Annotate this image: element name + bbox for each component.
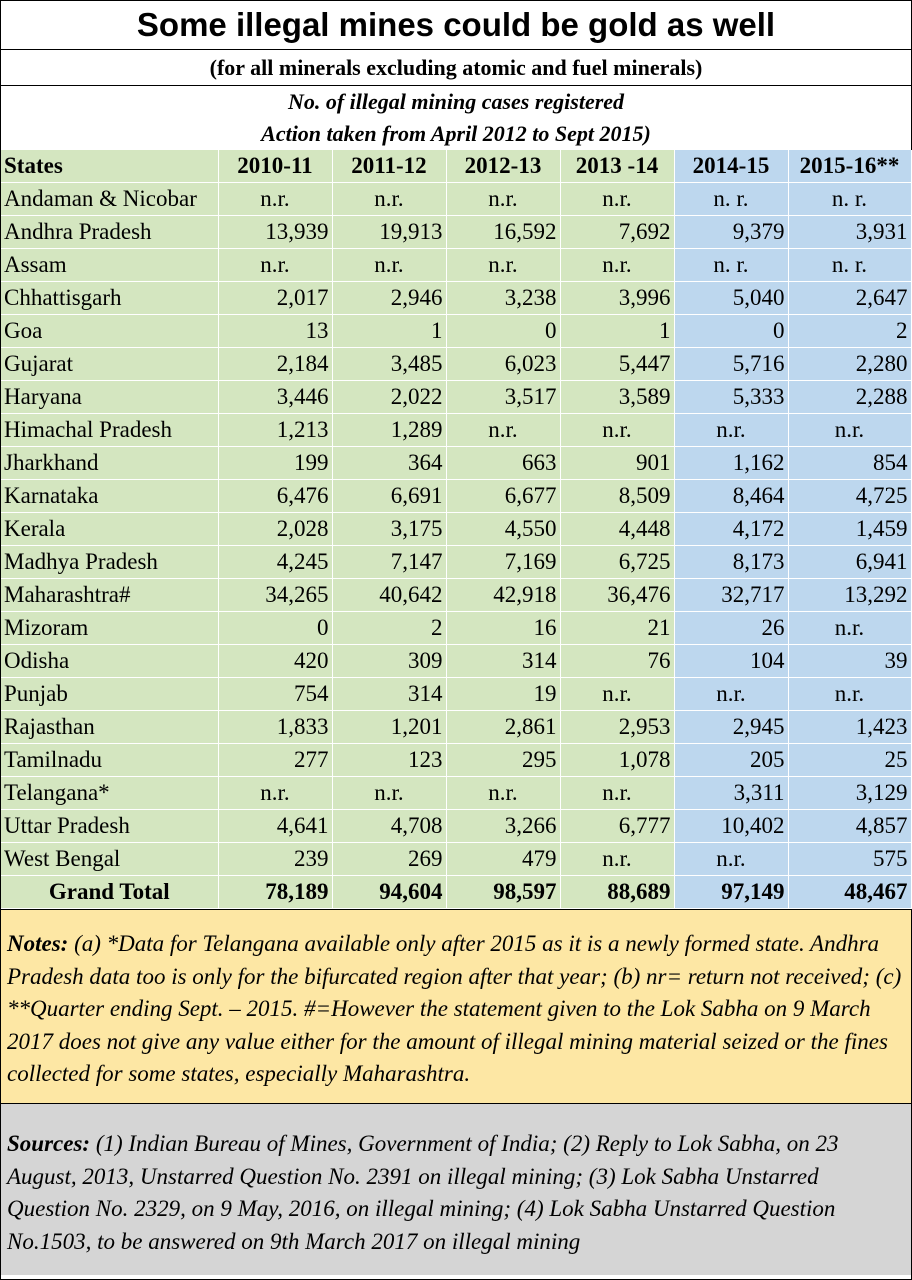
value-cell: 6,691: [332, 480, 446, 513]
value-cell: 3,446: [218, 381, 332, 414]
table-row: [1, 348, 911, 381]
value-cell: n. r.: [788, 183, 911, 216]
value-cell: 2014-15: [674, 150, 788, 183]
value-cell: 40,642: [332, 579, 446, 612]
value-cell: 3,589: [560, 381, 674, 414]
state-cell: Madhya Pradesh: [1, 546, 218, 579]
value-cell: 2,017: [218, 282, 332, 315]
value-cell: 6,777: [560, 810, 674, 843]
value-cell: 7,147: [332, 546, 446, 579]
value-cell: 2,028: [218, 513, 332, 546]
value-cell: 2015-16**: [788, 150, 911, 183]
value-cell: n.r.: [674, 678, 788, 711]
value-cell: n.r.: [560, 183, 674, 216]
value-cell: n.r.: [788, 678, 911, 711]
state-cell: Jharkhand: [1, 447, 218, 480]
value-cell: 16,592: [446, 216, 560, 249]
state-cell: States: [1, 150, 218, 183]
value-cell: 5,447: [560, 348, 674, 381]
table-row: [1, 579, 911, 612]
value-cell: n.r.: [560, 777, 674, 810]
value-cell: 2,184: [218, 348, 332, 381]
value-cell: n.r.: [560, 843, 674, 876]
table-row: [1, 645, 911, 678]
value-cell: 3,175: [332, 513, 446, 546]
value-cell: 2: [788, 315, 911, 348]
state-cell: West Bengal: [1, 843, 218, 876]
value-cell: 295: [446, 744, 560, 777]
value-cell: 4,245: [218, 546, 332, 579]
value-cell: 88,689: [560, 876, 674, 909]
value-cell: 10,402: [674, 810, 788, 843]
table-row: [1, 513, 911, 546]
value-cell: 854: [788, 447, 911, 480]
value-cell: n.r.: [332, 249, 446, 282]
value-cell: 2,953: [560, 711, 674, 744]
state-cell: Andaman & Nicobar: [1, 183, 218, 216]
value-cell: 76: [560, 645, 674, 678]
value-cell: 269: [332, 843, 446, 876]
value-cell: 4,448: [560, 513, 674, 546]
state-cell: Goa: [1, 315, 218, 348]
value-cell: 94,604: [332, 876, 446, 909]
table-row: [1, 843, 911, 876]
value-cell: 364: [332, 447, 446, 480]
value-cell: 4,708: [332, 810, 446, 843]
value-cell: 4,725: [788, 480, 911, 513]
table-row: [1, 282, 911, 315]
value-cell: 8,173: [674, 546, 788, 579]
value-cell: n.r.: [788, 414, 911, 447]
value-cell: 3,266: [446, 810, 560, 843]
table-row: [1, 315, 911, 348]
value-cell: n.r.: [332, 183, 446, 216]
value-cell: 48,467: [788, 876, 911, 909]
value-cell: 2,647: [788, 282, 911, 315]
value-cell: 1,423: [788, 711, 911, 744]
value-cell: 123: [332, 744, 446, 777]
value-cell: 901: [560, 447, 674, 480]
table-row: [1, 744, 911, 777]
state-cell: Maharashtra#: [1, 579, 218, 612]
table-caption-1: No. of illegal mining cases registered: [287, 89, 625, 114]
table-header-row: [1, 150, 911, 183]
value-cell: 3,129: [788, 777, 911, 810]
value-cell: 21: [560, 612, 674, 645]
value-cell: n.r.: [788, 612, 911, 645]
table-row: [1, 810, 911, 843]
state-cell: Punjab: [1, 678, 218, 711]
value-cell: 239: [218, 843, 332, 876]
value-cell: 2,022: [332, 381, 446, 414]
state-cell: Kerala: [1, 513, 218, 546]
illegal-mining-table: [1, 150, 912, 909]
sources-section: [1, 1103, 911, 1275]
value-cell: 2,945: [674, 711, 788, 744]
value-cell: 2,946: [332, 282, 446, 315]
value-cell: 4,857: [788, 810, 911, 843]
value-cell: n.r.: [218, 777, 332, 810]
value-cell: n. r.: [788, 249, 911, 282]
state-cell: Haryana: [1, 381, 218, 414]
value-cell: 2010-11: [218, 150, 332, 183]
value-cell: 1: [332, 315, 446, 348]
value-cell: n.r.: [446, 183, 560, 216]
value-cell: 0: [446, 315, 560, 348]
value-cell: 5,040: [674, 282, 788, 315]
value-cell: 13,292: [788, 579, 911, 612]
value-cell: 314: [332, 678, 446, 711]
value-cell: 1,833: [218, 711, 332, 744]
state-cell: Himachal Pradesh: [1, 414, 218, 447]
value-cell: 0: [218, 612, 332, 645]
value-cell: 13,939: [218, 216, 332, 249]
value-cell: n. r.: [674, 183, 788, 216]
value-cell: 2,288: [788, 381, 911, 414]
value-cell: 6,476: [218, 480, 332, 513]
value-cell: 42,918: [446, 579, 560, 612]
state-cell: Mizoram: [1, 612, 218, 645]
table-caption-2: Action taken from April 2012 to Sept 2015): [261, 121, 651, 146]
value-cell: 1,201: [332, 711, 446, 744]
value-cell: 1,459: [788, 513, 911, 546]
value-cell: 5,333: [674, 381, 788, 414]
value-cell: 2011-12: [332, 150, 446, 183]
value-cell: 420: [218, 645, 332, 678]
value-cell: 5,716: [674, 348, 788, 381]
value-cell: 0: [674, 315, 788, 348]
value-cell: 663: [446, 447, 560, 480]
value-cell: n.r.: [446, 249, 560, 282]
state-cell: Grand Total: [1, 876, 218, 909]
value-cell: n. r.: [674, 249, 788, 282]
value-cell: n.r.: [560, 414, 674, 447]
table-row: [1, 414, 911, 447]
value-cell: 6,023: [446, 348, 560, 381]
value-cell: 97,149: [674, 876, 788, 909]
value-cell: 13: [218, 315, 332, 348]
value-cell: 4,641: [218, 810, 332, 843]
value-cell: n.r.: [560, 249, 674, 282]
value-cell: 3,517: [446, 381, 560, 414]
value-cell: 2,861: [446, 711, 560, 744]
value-cell: 104: [674, 645, 788, 678]
value-cell: 98,597: [446, 876, 560, 909]
value-cell: 309: [332, 645, 446, 678]
table-row: [1, 711, 911, 744]
state-cell: Assam: [1, 249, 218, 282]
table-row: [1, 546, 911, 579]
value-cell: n.r.: [218, 249, 332, 282]
state-cell: Tamilnadu: [1, 744, 218, 777]
value-cell: n.r.: [674, 843, 788, 876]
value-cell: 1,078: [560, 744, 674, 777]
table-row: [1, 249, 911, 282]
state-cell: Uttar Pradesh: [1, 810, 218, 843]
value-cell: n.r.: [674, 414, 788, 447]
value-cell: 19,913: [332, 216, 446, 249]
value-cell: 205: [674, 744, 788, 777]
state-cell: Gujarat: [1, 348, 218, 381]
notes-text: (a) *Data for Telangana available only after 2015 as it is a newly formed state. Andhra Pradesh data too is only for the bifurcated region after that year; (b) nr= return not received; (c) **Quarter ending Sept. – 2015. #=However the statement given to the Lok Sabha on 9 March 2017 does not give any value either for the amount of illegal mining material seized or the fines collected for some states, especially Maharashtra.: [7, 931, 902, 1086]
table-row: [1, 381, 911, 414]
value-cell: 4,550: [446, 513, 560, 546]
value-cell: 19: [446, 678, 560, 711]
value-cell: 3,931: [788, 216, 911, 249]
state-cell: Rajasthan: [1, 711, 218, 744]
value-cell: 32,717: [674, 579, 788, 612]
value-cell: 1,213: [218, 414, 332, 447]
value-cell: 16: [446, 612, 560, 645]
value-cell: 3,485: [332, 348, 446, 381]
value-cell: 3,996: [560, 282, 674, 315]
value-cell: 6,941: [788, 546, 911, 579]
value-cell: 6,677: [446, 480, 560, 513]
table-row: [1, 612, 911, 645]
value-cell: 3,311: [674, 777, 788, 810]
value-cell: n.r.: [332, 777, 446, 810]
state-cell: Odisha: [1, 645, 218, 678]
value-cell: 1,289: [332, 414, 446, 447]
table-row: [1, 183, 911, 216]
value-cell: 2012-13: [446, 150, 560, 183]
value-cell: 3,238: [446, 282, 560, 315]
value-cell: n.r.: [446, 414, 560, 447]
value-cell: 9,379: [674, 216, 788, 249]
state-cell: Chhattisgarh: [1, 282, 218, 315]
table-row: [1, 678, 911, 711]
value-cell: 26: [674, 612, 788, 645]
notes-section: [1, 909, 911, 1103]
value-cell: n.r.: [560, 678, 674, 711]
value-cell: 754: [218, 678, 332, 711]
value-cell: 8,509: [560, 480, 674, 513]
value-cell: 575: [788, 843, 911, 876]
page-subtitle: (for all minerals excluding atomic and fuel minerals): [1, 50, 911, 86]
table-row: [1, 447, 911, 480]
sources-label: Sources:: [7, 1131, 91, 1156]
value-cell: 25: [788, 744, 911, 777]
value-cell: 2: [332, 612, 446, 645]
value-cell: n.r.: [446, 777, 560, 810]
table-row: [1, 216, 911, 249]
value-cell: 199: [218, 447, 332, 480]
sources-text: (1) Indian Bureau of Mines, Government of India; (2) Reply to Lok Sabha, on 23 August, 2013, Unstarred Question No. 2391 on illegal mining; (3) Lok Sabha Unstarred Question No. 2329, on 9 May, 2016, on illegal mining; (4) Lok Sabha Unstarred Question No.1503, to be answered on 9th March 2017 on illegal mining: [7, 1131, 839, 1254]
value-cell: 78,189: [218, 876, 332, 909]
value-cell: 34,265: [218, 579, 332, 612]
notes-label: Notes:: [7, 931, 69, 956]
table-row: [1, 480, 911, 513]
table-row: [1, 777, 911, 810]
value-cell: 1: [560, 315, 674, 348]
page-title: Some illegal mines could be gold as well: [1, 1, 911, 50]
value-cell: n.r.: [218, 183, 332, 216]
value-cell: 4,172: [674, 513, 788, 546]
value-cell: 7,692: [560, 216, 674, 249]
value-cell: 8,464: [674, 480, 788, 513]
grand-total-row: [1, 876, 911, 909]
value-cell: 277: [218, 744, 332, 777]
value-cell: 2013 -14: [560, 150, 674, 183]
value-cell: 36,476: [560, 579, 674, 612]
value-cell: 2,280: [788, 348, 911, 381]
state-cell: Andhra Pradesh: [1, 216, 218, 249]
state-cell: Telangana*: [1, 777, 218, 810]
value-cell: 479: [446, 843, 560, 876]
value-cell: 6,725: [560, 546, 674, 579]
value-cell: 39: [788, 645, 911, 678]
state-cell: Karnataka: [1, 480, 218, 513]
value-cell: 314: [446, 645, 560, 678]
value-cell: 7,169: [446, 546, 560, 579]
value-cell: 1,162: [674, 447, 788, 480]
